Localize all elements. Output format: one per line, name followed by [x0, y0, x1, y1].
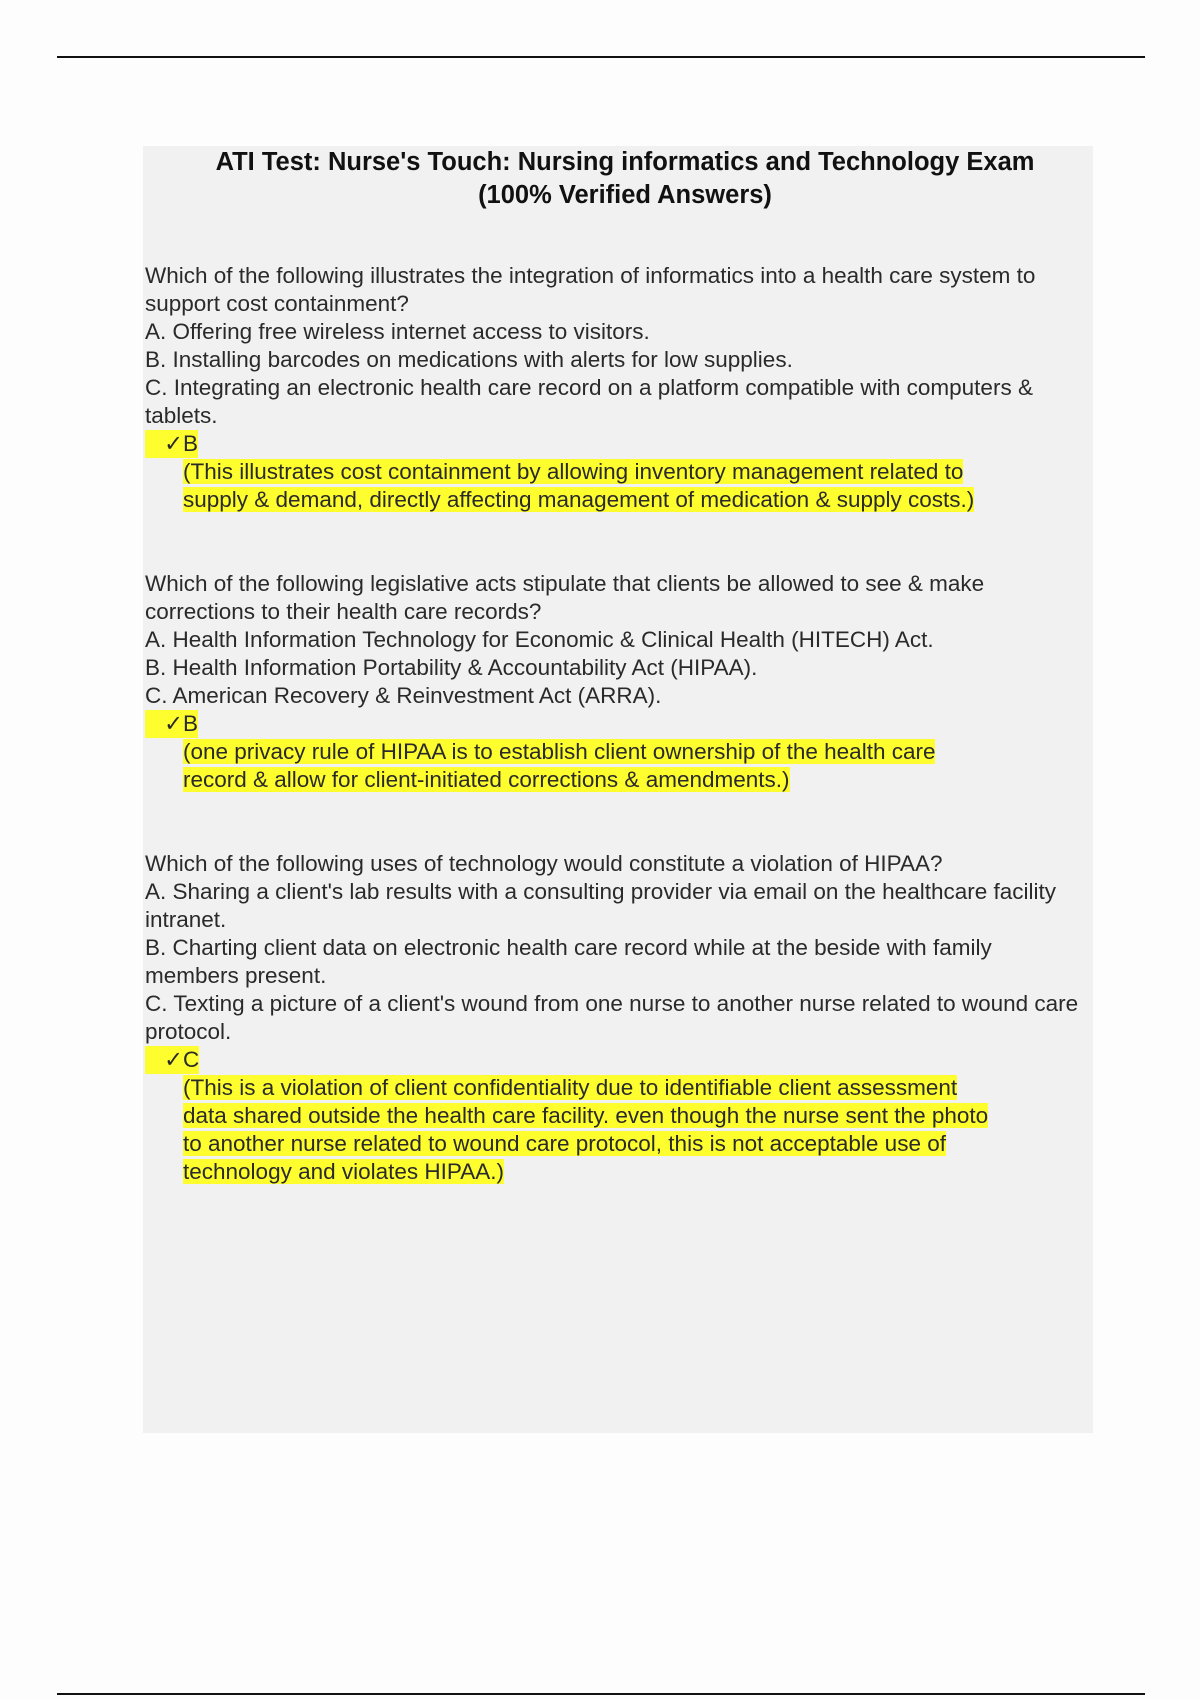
explanation-line: supply & demand, directly affecting management of medication & supply costs.) [183, 487, 975, 512]
option-a: A. Sharing a client's lab results with a consulting provider via email on the healthcare facility intranet. [145, 879, 1057, 932]
option-c: C. Texting a picture of a client's wound from one nurse to another nurse related to wound care protocol. [145, 991, 1079, 1044]
checkmark-icon: ✓ [145, 710, 183, 738]
question-1 [145, 262, 1090, 514]
option-b: B. Installing barcodes on medications with alerts for low supplies. [145, 347, 793, 372]
explanation-line: (This is a violation of client confidentiality due to identifiable client assessment [183, 1075, 958, 1100]
answer-line [145, 710, 1055, 738]
option-b: B. Charting client data on electronic health care record while at the beside with family members present. [145, 935, 992, 988]
answer-letter: B [183, 711, 199, 736]
top-rule [57, 56, 1145, 58]
option-c: C. Integrating an electronic health care record on a platform compatible with computers & tablets. [145, 375, 1033, 428]
question-list [145, 262, 1090, 1186]
question-stem: Which of the following legislative acts stipulate that clients be allowed to see & make corrections to their health care records? [145, 571, 985, 624]
option-b: B. Health Information Portability & Accountability Act (HIPAA). [145, 655, 758, 680]
answer-block [145, 710, 1055, 794]
option-a: A. Offering free wireless internet access to visitors. [145, 319, 650, 344]
answer-block [145, 1046, 1055, 1186]
document-page [143, 146, 1093, 1433]
bottom-rule [57, 1693, 1145, 1695]
question-stem: Which of the following uses of technology would constitute a violation of HIPAA? [145, 851, 943, 876]
answer-line [145, 1046, 1055, 1074]
checkmark-icon: ✓ [145, 430, 183, 458]
explanation-line: data shared outside the health care facility. even though the nurse sent the photo [183, 1103, 989, 1128]
question-2 [145, 570, 1090, 794]
answer-explanation [183, 1074, 1063, 1186]
answer-letter: C [183, 1047, 200, 1072]
option-a: A. Health Information Technology for Economic & Clinical Health (HITECH) Act. [145, 627, 934, 652]
title-line-2: (100% Verified Answers) [478, 181, 772, 209]
answer-line [145, 430, 1055, 458]
option-c: C. American Recovery & Reinvestment Act (ARRA). [145, 683, 662, 708]
checkmark-icon: ✓ [145, 1046, 183, 1074]
question-stem: Which of the following illustrates the integration of informatics into a health care system to support cost containment? [145, 263, 1036, 316]
question-3 [145, 850, 1090, 1186]
answer-letter: B [183, 431, 199, 456]
explanation-line: (one privacy rule of HIPAA is to establish client ownership of the health care [183, 739, 936, 764]
explanation-line: (This illustrates cost containment by allowing inventory management related to [183, 459, 964, 484]
answer-explanation [183, 458, 1063, 514]
answer-block [145, 430, 1055, 514]
explanation-line: record & allow for client-initiated corrections & amendments.) [183, 767, 790, 792]
answer-explanation [183, 738, 1063, 794]
explanation-line: technology and violates HIPAA.) [183, 1159, 505, 1184]
explanation-line: to another nurse related to wound care protocol, this is not acceptable use of [183, 1131, 946, 1156]
document-title [143, 146, 1093, 212]
title-line-1: ATI Test: Nurse's Touch: Nursing informatics and Technology Exam [215, 148, 1035, 176]
